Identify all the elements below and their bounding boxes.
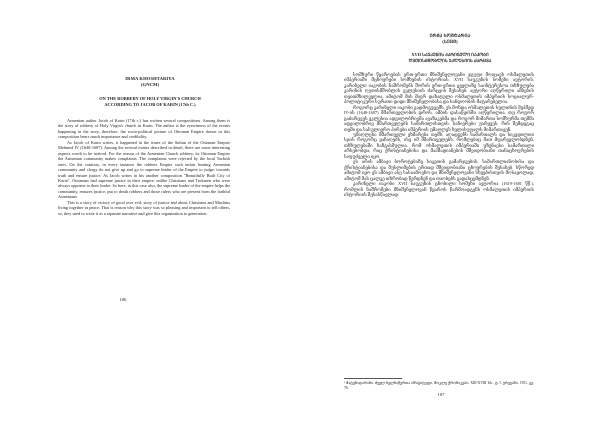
author-name: ᲘᲠᲛᲐ ᲮᲝᲨᲢᲐᲠᲘᲐ [429,33,471,38]
page-number: 107 [437,392,445,397]
author-affiliation: (ᲡᲔᲪᲛ) [442,39,458,44]
right-page [300,0,600,424]
article-title-line1: ON THE ROBBERY OF HOLY VIRGIN'S CHURCH [99,96,201,101]
article-title-line2: ᲦᲕᲗᲘᲡᲛᲨᲝᲑᲚᲘᲡ ᲔᲙᲚᲔᲡᲘᲘᲡ ᲫᲐᲠᲪᲕᲐ [408,58,492,63]
article-body [344,72,534,197]
article-title-line1: XVII ᲡᲐᲣᲙᲣᲜᲘᲡ ᲙᲐᲠᲘᲜᲔᲚᲘ ᲘᲐᲙᲝᲑᲘ [411,52,489,57]
body-paragraph: This is a story of victory of good over evil, story of justice and about Christians and Muslims living together in peace. That is reason why this story was so pleasing and important to tell others, so, they used to write it as a separate narrative and give this organization to generation. [58,199,230,216]
body-paragraph: უმაღლესი მმართველი ეხმარება თემს, აღადგენს სამართალს და სიკვდილით სჯის როგორც ყაჩაღებს, ისე იმ მმართველებს, რომლებიც მათ მფარველობდნენ. თხზულებაში ხაზგასმულია, რომ ოსმალეთის იმპერიაში უზენაესი სამართალი არსებობდა, რაც ქრისტიანებისა და მაჰმადიანების მშვიდობიანი თანაცხოვრების საფუძველი იყო. [344,131,534,159]
body-paragraph: Armenian author Jacob of Karin (17th c.) has written several compositions. Among them is the story of robbery of Holy Virgin's church in Karin. The author is the eyewitness of the events happening in the story, therefore, the socio-political picture of Ottoman Empire drawn in this composition bears much importance and credibility. [58,118,230,140]
page-number: 106 [119,297,127,302]
body-paragraph: როგორც კარინელი იაკობი გადმოგვცემს, ეს მოხდა ოსმალეთის სულთნის მეჰმედ IV-ის (1648-1687) მმართველობის დროს. ამბის დასაწყისში აღწერილია, თუ როგორ გაძარცვეს ეკლესია ადგილობრივმა ავაზაკებმა და როგორ მიმართა სომხურმა თემმა ადგილობრივ მმართველებს სამართლისთვის. საჩივრები უარყვეს, რის შემდეგაც თემი და სასულიერო პირები იმპერიის უმაღლეს ხელისუფალს მიმართავენ. [344,104,534,132]
author-affiliation: (GNCM) [140,82,160,87]
footnote: ¹ მატენადარანი, ძველ ხელნაწერთა ინსტიტუტი, მოკლე ქრონიკები, XIII-XVIII სს., ტ. I, ერევანი, 1951, გვ. 76. [344,381,534,390]
article-title-line2: ACCORDING TO JACOB OF KARIN (17th C.) [104,102,196,107]
author-name: IRMA KHOSHTARIYA [125,76,175,81]
body-paragraph: As Jacob of Karin writes, it happened in the times of the Sultan of the Ottoman Empire Mehmed IV (1648-1687). Among the several events described in detail, there are some interesting aspects worth to be noticed. For the reason of the Armenian Church robbery, its Ottoman Empire the Armenian community makes complaints. The complaints were rejected by the local Turkish ones. On the contrary, in every instance the robbers Empire such unfair beating Armenian community and clergy do not give up and go to supreme leader of the Empire to judge, towards truth and ensure justice. As Jacob writes in his another composition "Beautifully Built City of Karin", Ottomans had supreme justice in their empire, unlike Christians and Turkmen who were always opposite to their leader. So here, in this case also, the supreme leader of the empire helps the community, ensures justice, put to death robbers and those rulers who are present from the faithful Armenians. [58,139,230,200]
article-body [58,118,230,216]
body-paragraph: კარინელი იაკობი XVII საუკუნის ცნობილი სომეხი ავტორია (1619-1681 წწ.), რომლის ნაშრომები მნიშვნელოვან წყაროს წარმოადგენს ოსმალეთის იმპერიის ისტორიის შესასწავლად. [344,181,534,197]
body-paragraph: სომხური წყაროების ერთ-ერთი მნიშვნელოვანი ჯგუფი მოიცავს ოსმალეთის იმპერიაში მცხოვრები სომხების ისტორიას. XVII საუკუნის სომეხი ავტორის, კარინელი იაკობის ნაშრომებს შორის ერთ-ერთი ყველაზე საინტერესოა თხზულება კარინის ღვთისმშობლის ეკლესიის ძარცვის შესახებ. ავტორი აღწერილი ამბების თვითმხილველია, ამიტომ მის მიერ დახატული ოსმალეთის იმპერიის სოციალურ-პოლიტიკური სურათი დიდი მნიშვნელობისა და სანდოობის მატარებელია. [344,72,534,105]
footnote-rule [344,378,402,379]
body-paragraph: ეს არის ამბავი ბოროტებაზე სიკეთის გამარჯვების, სამართლიანობისა და ქრისტიანებისა და მუსლიმების ერთად მშვიდობიანი ცხოვრების შესახებ. სწორედ ამიტომ იყო ეს ამბავი ასე სასიამოვნო და მნიშვნელოვანი სხვებისთვის მოსაყოლად, ამიტომ მას ცალკე თხრობად წერდნენ და თაობებს გადასცემდნენ. [344,159,534,181]
